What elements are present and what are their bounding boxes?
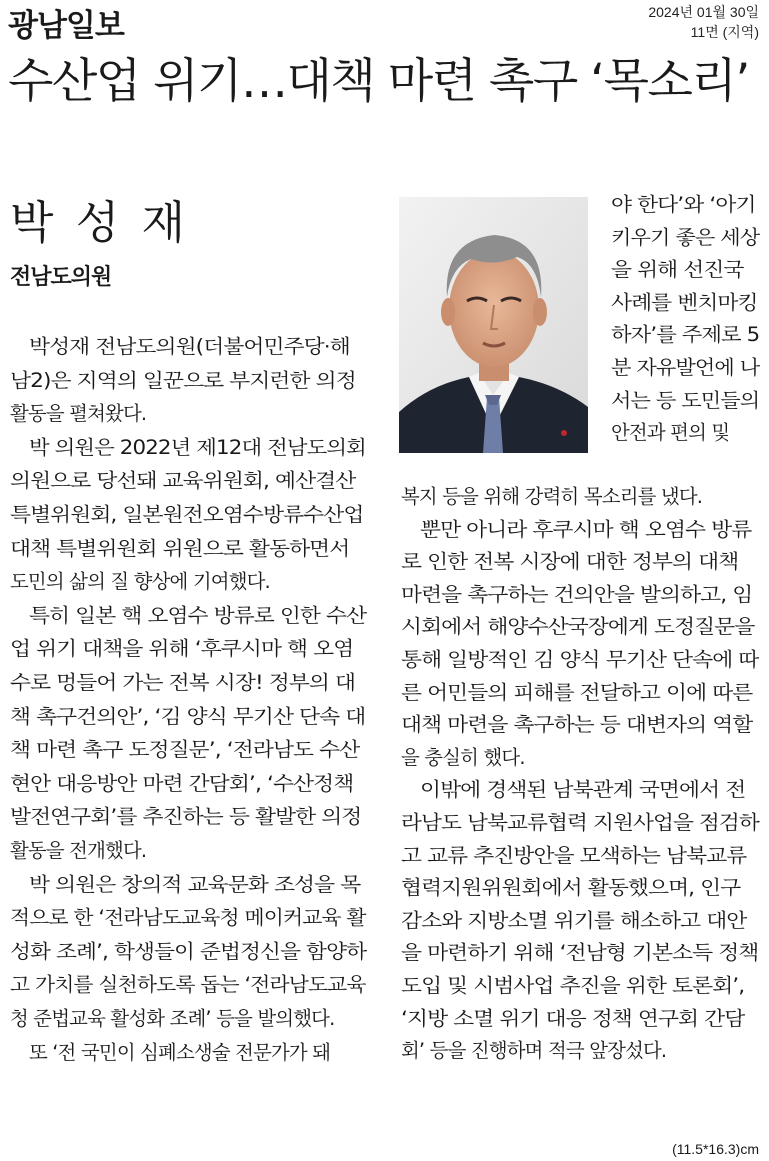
text-line: 성화 조례’, 학생들이 준법정신을 함양하 — [10, 939, 367, 963]
text-line: 적으로 한 ‘전라남도교육청 메이커교육 활 — [10, 906, 366, 930]
text-line: 분 자유발언에 나 — [611, 356, 760, 379]
text-line: 을 위해 선진국 — [611, 258, 744, 282]
text-line: 라남도 남북교류협력 지원사업을 점검하 — [401, 811, 759, 834]
text-line: 른 어민들의 피해를 전달하고 이에 따른 — [401, 680, 753, 704]
text-line: 의원으로 당선돼 교육위원회, 예산결산 — [10, 469, 356, 493]
text-line: 서는 등 도민들의 — [611, 388, 760, 412]
text-line: 고 교류 추진방안을 모색하는 남북교류 — [401, 843, 747, 867]
text-line: 도민의 삶의 질 향상에 기여했다. — [10, 570, 270, 594]
text-line: 활동을 전개했다. — [10, 839, 147, 862]
text-line: 특별위원회, 일본원전오염수방류수산업 — [10, 503, 364, 526]
text-line: 책 마련 촉구 도정질문’, ‘전라남도 수산 — [10, 738, 360, 762]
publish-date: 2024년 01월 30일 — [648, 4, 759, 20]
text-line: 사례를 벤치마킹 — [611, 290, 758, 314]
text-line: 복지 등을 위해 강력히 목소리를 냈다. — [401, 485, 703, 508]
text-line: 로 인한 전복 시장에 대한 정부의 대책 — [401, 550, 739, 574]
text-line: 청 준법교육 활성화 조례’ 등을 발의했다. — [10, 1007, 335, 1030]
text-line: 시회에서 해양수산국장에게 도정질문을 — [401, 615, 755, 639]
text-line: ‘지방 소멸 위기 대응 정책 연구회 간담 — [401, 1006, 745, 1030]
person-title: 전남도의원 — [10, 265, 112, 290]
dateline — [648, 2, 759, 42]
text-line: 특히 일본 핵 오염수 방류로 인한 수산 — [29, 603, 367, 627]
text-line: 대책 마련을 촉구하는 등 대변자의 역할 — [401, 713, 753, 737]
text-line: 을 마련하기 위해 ‘전남형 기본소득 정책 — [401, 941, 759, 965]
text-line: 도입 및 시범사업 추진을 위한 토론회’, — [401, 974, 745, 997]
masthead: 광남일보 — [8, 8, 124, 44]
size-note: (11.5*16.3)cm — [672, 1141, 759, 1157]
text-line: 통해 일방적인 김 양식 무기산 단속에 따 — [401, 648, 759, 671]
text-line: 키우기 좋은 세상 — [611, 225, 760, 249]
text-line: 고 가치를 실천하도록 돕는 ‘전라남도교육 — [10, 973, 366, 997]
text-line: 을 충실히 했다. — [401, 745, 525, 769]
text-line: 마련을 촉구하는 건의안을 발의하고, 임 — [401, 582, 753, 606]
text-line: 박 의원은 2022년 제12대 전남도의회 — [29, 435, 366, 459]
person-name: 박 성 재 — [10, 196, 190, 249]
portrait-photo — [399, 197, 588, 453]
text-line: 업 위기 대책을 위해 ‘후쿠시마 핵 오염 — [10, 637, 354, 661]
text-line: 박 의원은 창의적 교육문화 조성을 목 — [29, 872, 361, 896]
text-line: 책 촉구건의안’, ‘김 양식 무기산 단속 대 — [10, 704, 366, 728]
text-line: 이밖에 경색된 남북관계 국면에서 전 — [420, 778, 746, 802]
text-line: 남2)은 지역의 일꾼으로 부지런한 의정 — [10, 368, 356, 392]
page-section: 11면 (지역) — [690, 24, 759, 40]
text-line: 현안 대응방안 마련 간담회’, ‘수산정책 — [10, 771, 354, 795]
text-line: 활동을 펼쳐왔다. — [10, 402, 147, 426]
text-line: 또 ‘전 국민이 심폐소생술 전문가가 돼 — [29, 1040, 331, 1064]
text-line: 하자’를 주제로 5 — [611, 323, 760, 347]
text-line: 박성재 전남도의원(더불어민주당·해 — [29, 335, 350, 358]
text-line: 수로 멍들어 가는 전복 시장! 정부의 대 — [10, 671, 356, 694]
text-line: 대책 특별위원회 위원으로 활동하면서 — [10, 536, 350, 560]
text-line: 야 한다’와 ‘아기 — [611, 193, 756, 216]
text-line: 안전과 편의 및 — [611, 421, 730, 445]
text-line: 감소와 지방소멸 위기를 해소하고 대안 — [401, 908, 747, 932]
text-line: 회’ 등을 진행하며 적극 앞장섰다. — [401, 1039, 667, 1063]
text-line: 발전연구회’를 추진하는 등 활발한 의정 — [10, 805, 362, 829]
text-line: 협력지원위원회에서 활동했으며, 인구 — [401, 876, 741, 900]
headline: 수산업 위기…대책 마련 촉구 ‘목소리’ — [8, 54, 749, 109]
text-line: 뿐만 아니라 후쿠시마 핵 오염수 방류 — [420, 517, 752, 541]
